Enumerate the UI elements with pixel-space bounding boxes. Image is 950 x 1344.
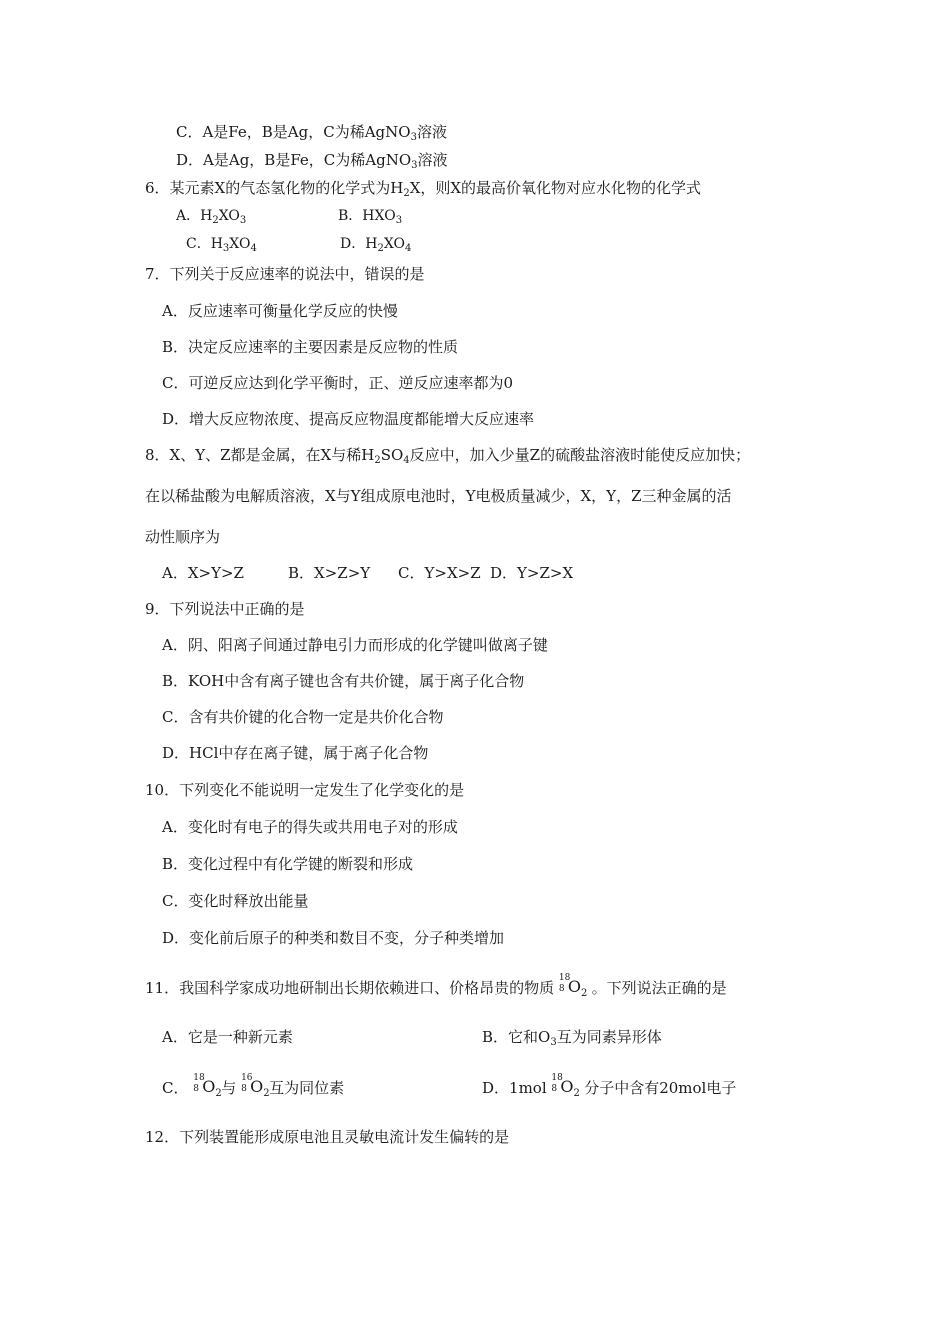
- q8-stem-line1: 8．X、Y、Z都是金属，在X与稀$H_2SO_4$反应中，加入少量Z的硫酸盐溶液时能使反应加快；: [145, 446, 751, 466]
- q10-option-d: D．变化前后原子的种类和数目不变，分子种类增加: [162, 929, 505, 947]
- oxygen-16-molecule-formula: 16 8 $O_2$: [241, 1073, 270, 1099]
- q5-option-c: C．A是Fe，B是Ag，C为稀AgNO$_3$溶液: [176, 123, 447, 143]
- q11-option-d: D．1mol 18 8 $O_2$ 分子中含有20mol电子: [482, 1073, 737, 1099]
- q7-option-b: B．决定反应速率的主要因素是反应物的性质: [162, 338, 459, 356]
- q7-stem: 7．下列关于反应速率的说法中，错误的是: [145, 265, 425, 283]
- q7-option-c: C．可逆反应达到化学平衡时，正、逆反应速率都为0: [162, 374, 514, 392]
- q9-option-b: B．KOH中含有离子键也含有共价键，属于离子化合物: [162, 672, 525, 690]
- q6-option-a: A．$H_2XO_3$: [176, 208, 247, 226]
- q6-stem: 6．某元素X的气态氢化物的化学式为$H_2X$，则X的最高价氧化物对应水化物的化学式: [145, 179, 702, 199]
- oxygen-18-molecule-formula: 18 8 $O_2$: [193, 1073, 222, 1099]
- oxygen-18-molecule-formula: 18 8 $O_2$: [551, 1073, 580, 1099]
- q10-stem: 10．下列变化不能说明一定发生了化学变化的是: [145, 781, 465, 799]
- q8-stem-line2: 在以稀盐酸为电解质溶液，X与Y组成原电池时，Y电极质量减少，X，Y，Z三种金属的活: [145, 487, 732, 505]
- q8-option-b: B．X>Z>Y: [288, 564, 371, 582]
- q12-stem: 12．下列装置能形成原电池且灵敏电流计发生偏转的是: [145, 1128, 510, 1146]
- q11-option-b: B．它和$O_3$互为同素异形体: [482, 1028, 662, 1048]
- q9-stem: 9．下列说法中正确的是: [145, 600, 305, 618]
- q11-option-a: A．它是一种新元素: [162, 1028, 293, 1046]
- q10-option-b: B．变化过程中有化学键的断裂和形成: [162, 855, 414, 873]
- q5-option-d: D．A是Ag，B是Fe，C为稀AgNO$_3$溶液: [176, 151, 448, 171]
- q9-option-d: D．HCl中存在离子键，属于离子化合物: [162, 744, 429, 762]
- q6-option-b: B．$HXO_3$: [338, 208, 403, 226]
- q7-option-d: D．增大反应物浓度、提高反应物温度都能增大反应速率: [162, 410, 535, 428]
- q9-option-a: A．阴、阳离子间通过静电引力而形成的化学键叫做离子键: [162, 636, 548, 654]
- q9-option-c: C．含有共价键的化合物一定是共价化合物: [162, 708, 444, 726]
- q8-option-a: A．X>Y>Z: [162, 564, 244, 582]
- q10-option-a: A．变化时有电子的得失或共用电子对的形成: [162, 818, 458, 836]
- q8-stem-line3: 动性顺序为: [145, 528, 221, 546]
- q10-option-c: C．变化时释放出能量: [162, 892, 309, 910]
- q11-option-c: C． 18 8 $O_2$ 与 16 8 $O_2$ 互为同位素: [162, 1073, 345, 1099]
- q7-option-a: A．反应速率可衡量化学反应的快慢: [162, 302, 398, 320]
- q8-option-d: D．Y>Z>X: [490, 564, 574, 582]
- q11-stem: 11．我国科学家成功地研制出长期依赖进口、价格昂贵的物质 18 8 $O_2$ 。下列说法正确的是: [145, 973, 727, 999]
- q6-option-c: C．$H_3XO_4$: [186, 236, 257, 254]
- q6-option-d: D．$H_2XO_4$: [340, 236, 412, 254]
- q8-option-c: C．Y>X>Z: [398, 564, 481, 582]
- oxygen-18-molecule-formula: 18 8 $O_2$: [558, 973, 588, 999]
